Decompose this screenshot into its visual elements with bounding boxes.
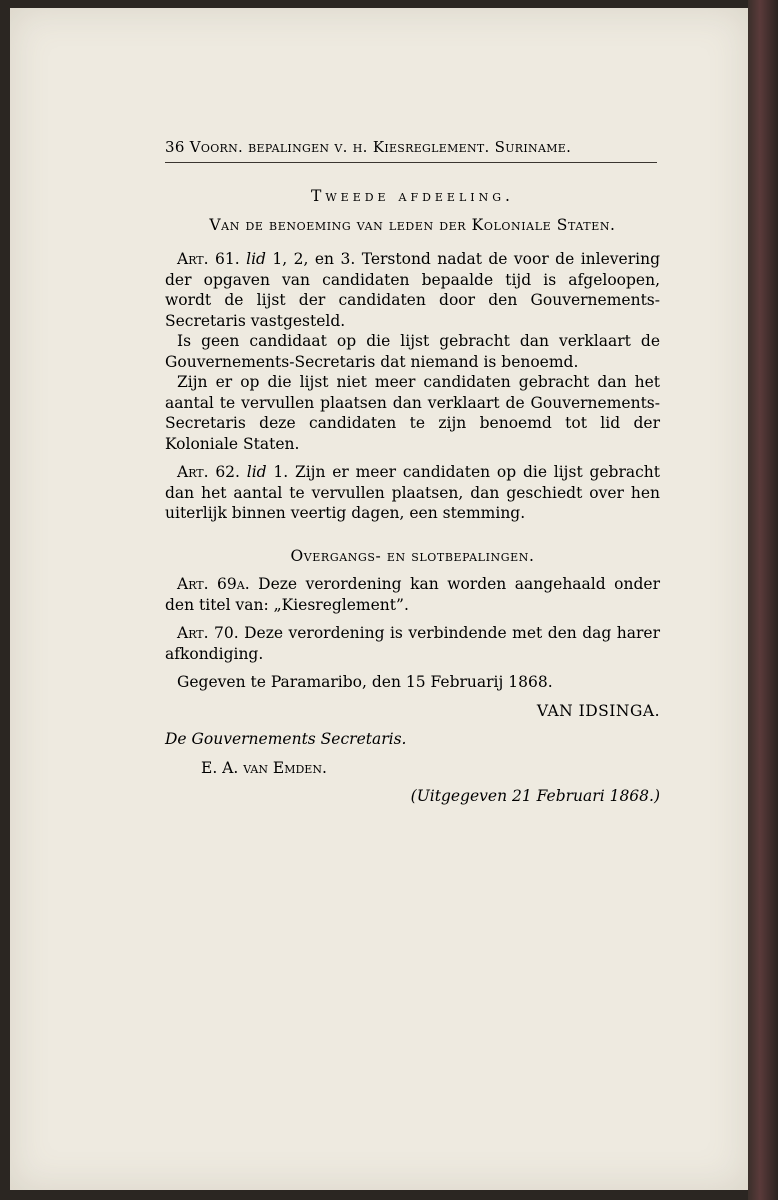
article-61-para-3: Zijn er op die lijst niet meer candidaten gebracht dan het aantal te vervullen plaatsen dan verklaart de Gouvernements-Secretaris deze candidaten te zijn benoemd tot lid der Koloniale Staten. [165, 373, 660, 453]
article-62-label: Art. 62. [177, 463, 240, 481]
article-61-text: Terstond nadat de voor de inlevering der opgaven van candidaten bepaalde tijd is afgeloopen, wordt de lijst der candidaten door den Gouvernements-Secretaris vastgesteld. [165, 250, 660, 330]
section-title: Tweede afdeeling. [311, 187, 514, 205]
main-text [165, 186, 660, 807]
article-61-lid: lid [246, 250, 266, 268]
governor-signature: VAN IDSINGA. [536, 701, 660, 720]
article-62-text: Zijn er meer candidaten op die lijst gebracht dan het aantal te vervullen plaatsen, dan geschiedt over hen uiterlijk binnen veertig dagen, een stemming. [165, 463, 660, 522]
given-at: Gegeven te Paramaribo, den 15 Februarij 1868. [177, 673, 553, 691]
article-61-label: Art. 61. [177, 250, 240, 268]
running-title: Voorn. bepalingen v. h. Kiesreglement. Suriname. [189, 138, 572, 156]
article-70 [165, 623, 660, 664]
page-number: 36 [165, 138, 185, 156]
publication-date: (Uitgegeven 21 Februari 1868.) [410, 787, 660, 805]
article-62-lid-numbers: 1. [273, 463, 289, 481]
section-subtitle: Van de benoeming van leden der Koloniale Staten. [209, 215, 616, 234]
article-61-para-2: Is geen candidaat op die lijst gebracht dan verklaart de Gouvernements-Secretaris dat niemand is benoemd. [165, 332, 660, 371]
article-69a-label: Art. 69a. [177, 575, 250, 593]
article-69a [165, 574, 660, 615]
article-62 [165, 462, 660, 524]
running-header [165, 138, 657, 163]
article-70-label: Art. 70. [177, 624, 239, 642]
article-70-text: Deze verordening is verbindende met den dag harer afkondiging. [165, 624, 660, 663]
secretary-title: De Gouvernements Secretaris. [165, 730, 407, 748]
article-61-lid-numbers: 1, 2, en 3. [272, 250, 356, 268]
article-62-lid: lid [246, 463, 267, 481]
article-61 [165, 249, 660, 331]
secretary-name: E. A. van Emden. [201, 758, 327, 777]
book-edge [748, 0, 778, 1200]
section-2-title: Overgangs- en slotbepalingen. [290, 546, 535, 565]
article-69a-text: Deze verordening kan worden aangehaald onder den titel van: „Kiesreglement”. [165, 575, 660, 614]
